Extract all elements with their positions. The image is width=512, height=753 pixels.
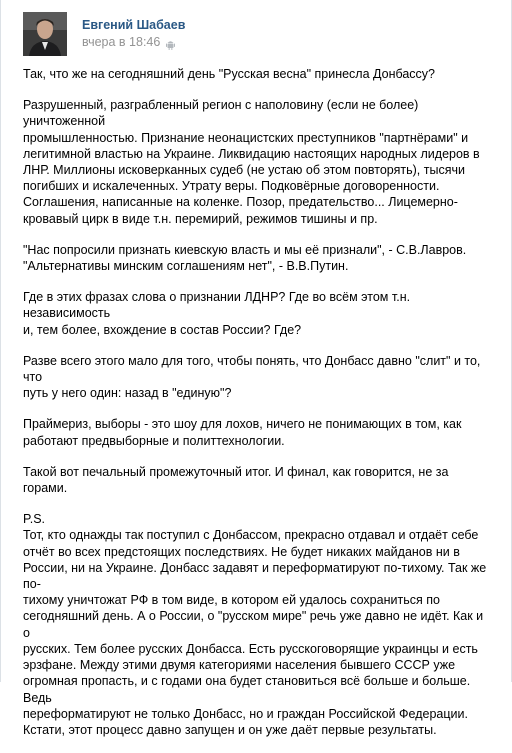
author-block xyxy=(82,12,185,50)
post-header xyxy=(23,12,185,56)
post-paragraph: P.S. Тот, кто однажды так поступил с Донбассом, прекрасно отдавал и отдаёт себе отчёт во всех предстоящих последствиях. Не будет никаких майданов ни в России, ни на Украине. Донбасс задавят и переформатируют по-тихому. Так же по- тихому уничтожат РФ в том виде, в котором ей удалось сохраниться по сегодняшний день. А о России, о "русском мире" речь уже давно не идёт. Как и о русских. Тем более русских Донбасса. Есть русскоговорящие украинцы и есть эрзфане. Между этими двумя категориями населения бывшего СССР уже огромная пропасть, и с годами она будет становиться всё больше и больше. Ведь переформатируют не только Донбасс, но и граждан Российской Федерации. Кстати, этот процесс давно запущен и он уже даёт первые результаты. xyxy=(23,512,487,737)
android-icon xyxy=(166,37,175,48)
post-text xyxy=(23,66,493,753)
author-avatar[interactable] xyxy=(23,12,67,56)
post-paragraph: "Нас попросили признать киевскую власть и мы её признали", - С.В.Лавров. "Альтернативы минским соглашениям нет", - В.В.Путин. xyxy=(23,242,467,274)
post-paragraph: Где в этих фразах слова о признании ЛДНР? Где во всём этом т.н. независимость и, тем более, вхождение в состав России? Где? xyxy=(23,290,411,337)
post-meta xyxy=(82,35,185,50)
post-paragraph: Разве всего этого мало для того, чтобы понять, что Донбасс давно "слит" и то, что путь у него один: назад в "единую"? xyxy=(23,353,481,401)
post-paragraph: Так, что же на сегодняшний день "Русская весна" принесла Донбассу? xyxy=(23,67,436,81)
post-paragraph: Разрушенный, разграбленный регион с наполовину (если не более) уничтоженной промышленностью. Признание неонацистских преступников "партнёрами" и легитимной властью на Украине. Ликвидацию настоящих народных лидеров в ЛНР. Миллионы исковерканных судеб (не устаю об этом повторять), тысячи погибших и искалеченных. Утрату веры. Подковёрные договоренности. Соглашения, написанные на коленке. Позор, предательство... Лицемерно- кровавый цирк в виде т.н. перемирий, режимов тишины и пр. xyxy=(23,98,480,226)
post-paragraph: Такой вот печальный промежуточный итог. И финал, как говорится, не за горами. xyxy=(23,464,449,496)
post-date[interactable]: вчера в 18:46 xyxy=(82,35,161,49)
post-paragraph: Праймериз, выборы - это шоу для лохов, ничего не понимающих в том, как работают предвыборные и политтехнологии. xyxy=(23,417,462,448)
author-name-link[interactable]: Евгений Шабаев xyxy=(82,18,186,32)
